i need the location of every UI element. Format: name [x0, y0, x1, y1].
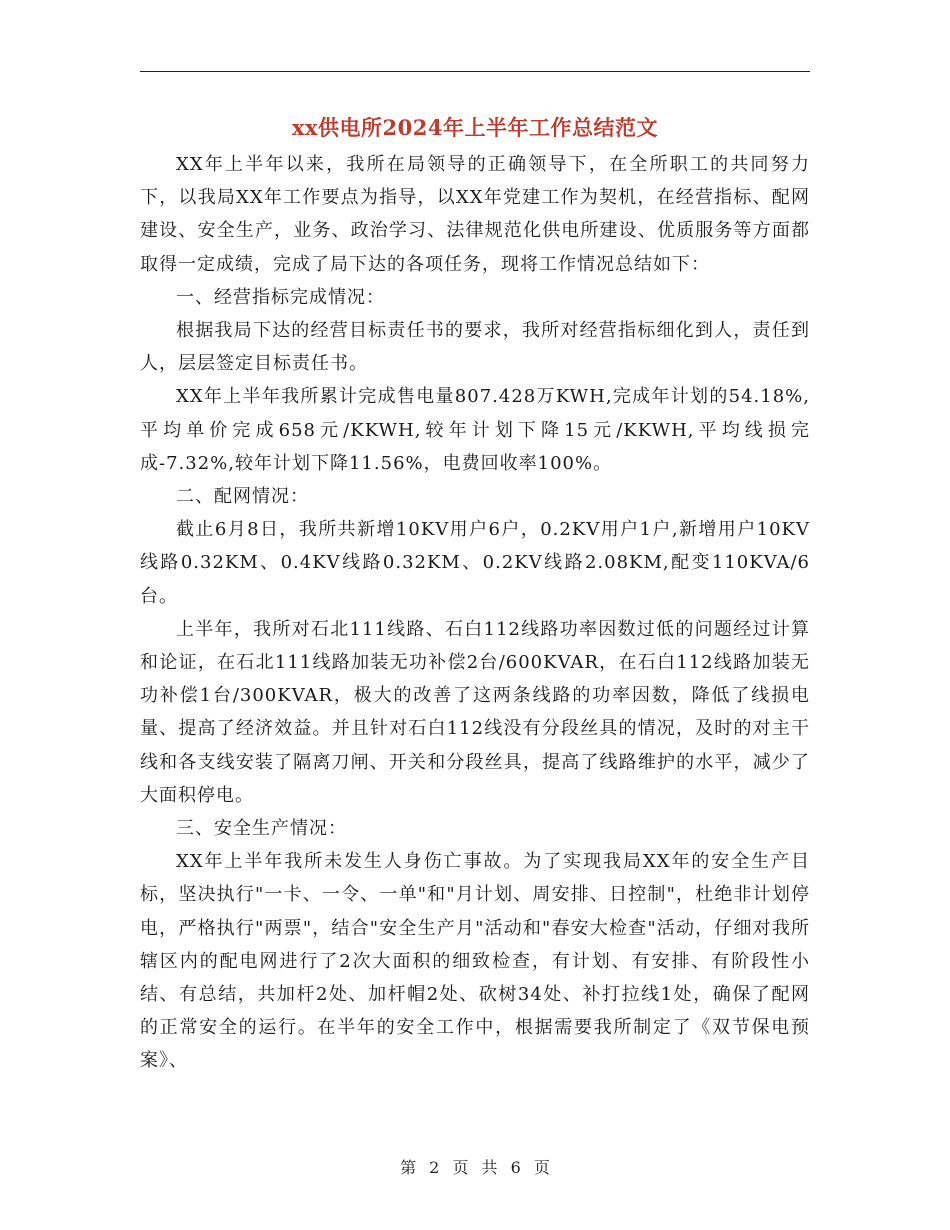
header-rule: [140, 71, 810, 72]
page-footer: 第 2 页 共 6 页: [400, 1158, 550, 1177]
section-heading-grid: 二、配网情况：: [176, 486, 309, 508]
paragraph-grid-2: 上半年，我所对石北111线路、石白112线路功率因数过低的问题经过计算和论证，在石北111线路加装无功补偿2台/600KVAR，在石白112线路加装无功补偿1台/300KVAR，极大的改善了这两条线路的功率因数，降低了线损电量、提高了经济效益。并且针对石白112线没有分段丝具的情况，及时的对主干线和各支线安装了隔离刀闸、开关和分段丝具，提高了线路维护的水平，减少了大面积停电。: [140, 618, 810, 806]
paragraph-intro: XX年上半年以来，我所在局领导的正确领导下，在全所职工的共同努力下，以我局XX年工作要点为指导，以XX年党建工作为契机，在经营指标、配网建设、安全生产，业务、政治学习、法律规范化供电所建设、优质服务等方面都取得一定成绩，完成了局下达的各项任务，现将工作情况总结如下：: [140, 154, 810, 275]
section-heading-safety: 三、安全生产情况：: [176, 818, 347, 840]
paragraph-business-2: XX年上半年我所累计完成售电量807.428万KWH,完成年计划的54.18%,平均单价完成658元/KKWH,较年计划下降15元/KKWH,平均线损完成-7.32%,较年计划下降11.56%，电费回收率100%。: [140, 386, 810, 474]
paragraph-business-1: 根据我局下达的经营目标责任书的要求，我所对经营指标细化到人，责任到人，层层签定目标责任书。: [140, 320, 810, 375]
section-heading-business: 一、经营指标完成情况：: [176, 286, 385, 308]
paragraph-grid-1: 截止6月8日，我所共新增10KV用户6户，0.2KV用户1户,新增用户10KV线路0.32KM、0.4KV线路0.32KM、0.2KV线路2.08KM,配变110KVA/6台。: [140, 519, 810, 607]
document-body: [140, 148, 810, 1078]
document-title: xx供电所2024年上半年工作总结范文: [292, 115, 658, 140]
paragraph-safety-1: XX年上半年我所未发生人身伤亡事故。为了实现我局XX年的安全生产目标，坚决执行"一卡、一令、一单"和"月计划、周安排、日控制"，杜绝非计划停电，严格执行"两票"，结合"安全生产月"活动和"春安大检查"活动，仔细对我所辖区内的配电网进行了2次大面积的细致检查，有计划、有安排、有阶段性小结、有总结，共加杆2处、加杆帽2处、砍树34处、补打拉线1处，确保了配网的正常安全的运行。在半年的安全工作中，根据需要我所制定了《双节保电预案》、: [140, 851, 810, 1072]
